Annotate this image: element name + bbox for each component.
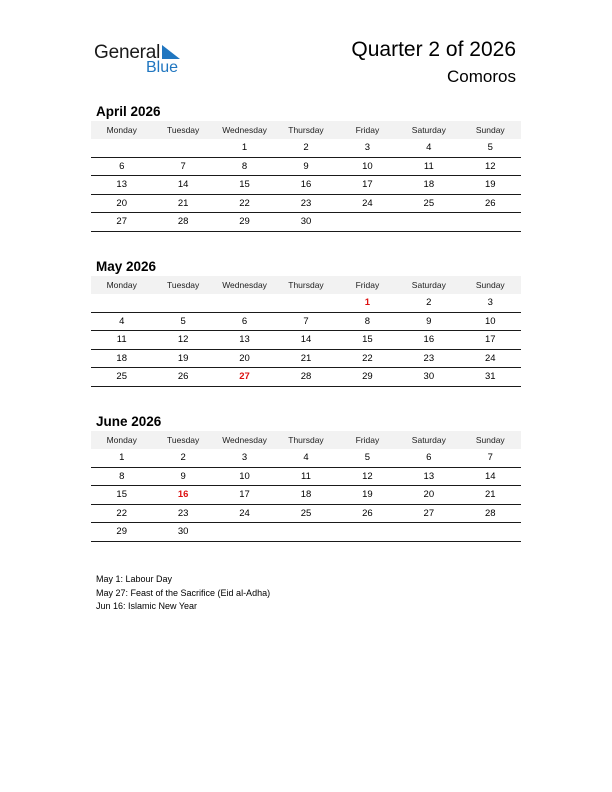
weekday-header-row	[91, 276, 521, 294]
day-cell: 9	[152, 467, 213, 486]
day-cell: 27	[398, 504, 459, 523]
day-cell: 26	[460, 194, 521, 213]
weekday-header-row	[91, 121, 521, 139]
week-row	[91, 449, 521, 467]
calendar-table	[91, 431, 521, 542]
weekday-header: Sunday	[460, 276, 521, 294]
weekday-header: Tuesday	[152, 276, 213, 294]
day-cell	[398, 523, 459, 542]
day-cell: 17	[337, 176, 398, 195]
day-cell: 22	[337, 349, 398, 368]
day-cell: 16	[398, 331, 459, 350]
day-cell: 14	[152, 176, 213, 195]
day-cell: 13	[398, 467, 459, 486]
calendar-table	[91, 121, 521, 232]
day-cell: 25	[91, 368, 152, 387]
day-cell: 20	[398, 486, 459, 505]
week-row	[91, 504, 521, 523]
day-cell: 4	[91, 312, 152, 331]
day-cell: 21	[152, 194, 213, 213]
day-cell: 21	[275, 349, 336, 368]
day-cell: 12	[337, 467, 398, 486]
day-cell: 16	[275, 176, 336, 195]
day-cell: 24	[337, 194, 398, 213]
weekday-header: Thursday	[275, 431, 336, 449]
day-cell: 24	[214, 504, 275, 523]
weekday-header: Wednesday	[214, 121, 275, 139]
day-cell: 8	[337, 312, 398, 331]
weekday-header: Thursday	[275, 276, 336, 294]
day-cell: 3	[460, 294, 521, 312]
weekday-header: Saturday	[398, 121, 459, 139]
day-cell: 10	[214, 467, 275, 486]
day-cell: 11	[91, 331, 152, 350]
day-cell: 16	[152, 486, 213, 505]
day-cell: 23	[398, 349, 459, 368]
weekday-header: Tuesday	[152, 121, 213, 139]
day-cell: 26	[337, 504, 398, 523]
day-cell: 14	[275, 331, 336, 350]
weekday-header: Tuesday	[152, 431, 213, 449]
day-cell: 11	[275, 467, 336, 486]
day-cell: 8	[214, 157, 275, 176]
week-row	[91, 368, 521, 387]
weekday-header: Friday	[337, 276, 398, 294]
week-row	[91, 331, 521, 350]
day-cell: 18	[91, 349, 152, 368]
day-cell: 13	[214, 331, 275, 350]
day-cell: 18	[398, 176, 459, 195]
day-cell: 29	[91, 523, 152, 542]
week-row	[91, 176, 521, 195]
day-cell: 13	[91, 176, 152, 195]
day-cell: 28	[152, 213, 213, 232]
weekday-header: Monday	[91, 121, 152, 139]
day-cell: 10	[337, 157, 398, 176]
day-cell: 20	[91, 194, 152, 213]
day-cell: 1	[214, 139, 275, 157]
day-cell: 15	[91, 486, 152, 505]
day-cell	[275, 523, 336, 542]
day-cell: 22	[214, 194, 275, 213]
day-cell: 19	[460, 176, 521, 195]
day-cell: 21	[460, 486, 521, 505]
day-cell: 7	[275, 312, 336, 331]
day-cell: 15	[214, 176, 275, 195]
week-row	[91, 139, 521, 157]
day-cell: 2	[398, 294, 459, 312]
day-cell: 5	[152, 312, 213, 331]
weekday-header: Friday	[337, 121, 398, 139]
day-cell: 12	[152, 331, 213, 350]
day-cell: 3	[214, 449, 275, 467]
week-row	[91, 349, 521, 368]
day-cell: 28	[275, 368, 336, 387]
weekday-header: Saturday	[398, 431, 459, 449]
country-name: Comoros	[447, 67, 516, 86]
month-title: May 2026	[96, 259, 157, 274]
day-cell: 17	[460, 331, 521, 350]
day-cell: 2	[152, 449, 213, 467]
holiday-note: May 27: Feast of the Sacrifice (Eid al-Adha)	[96, 587, 271, 598]
day-cell	[152, 294, 213, 312]
day-cell: 23	[152, 504, 213, 523]
day-cell	[460, 523, 521, 542]
day-cell: 20	[214, 349, 275, 368]
week-row	[91, 486, 521, 505]
day-cell	[337, 523, 398, 542]
day-cell: 1	[337, 294, 398, 312]
day-cell: 10	[460, 312, 521, 331]
weekday-header: Sunday	[460, 431, 521, 449]
day-cell: 23	[275, 194, 336, 213]
day-cell: 26	[152, 368, 213, 387]
day-cell: 14	[460, 467, 521, 486]
weekday-header: Sunday	[460, 121, 521, 139]
day-cell: 7	[152, 157, 213, 176]
day-cell: 9	[398, 312, 459, 331]
day-cell	[152, 139, 213, 157]
day-cell	[214, 523, 275, 542]
day-cell: 31	[460, 368, 521, 387]
day-cell	[398, 213, 459, 232]
calendar-table	[91, 276, 521, 387]
day-cell: 29	[214, 213, 275, 232]
day-cell: 8	[91, 467, 152, 486]
day-cell: 25	[275, 504, 336, 523]
month-title: April 2026	[96, 104, 161, 119]
generalblue-logo	[94, 42, 194, 82]
day-cell: 6	[214, 312, 275, 331]
day-cell: 25	[398, 194, 459, 213]
day-cell: 3	[337, 139, 398, 157]
day-cell	[91, 139, 152, 157]
day-cell: 22	[91, 504, 152, 523]
weekday-header: Monday	[91, 276, 152, 294]
day-cell	[91, 294, 152, 312]
holiday-note: Jun 16: Islamic New Year	[96, 601, 198, 611]
weekday-header: Thursday	[275, 121, 336, 139]
day-cell: 30	[398, 368, 459, 387]
weekday-header: Wednesday	[214, 276, 275, 294]
day-cell: 2	[275, 139, 336, 157]
weekday-header: Wednesday	[214, 431, 275, 449]
week-row	[91, 467, 521, 486]
day-cell: 29	[337, 368, 398, 387]
day-cell: 5	[460, 139, 521, 157]
day-cell: 6	[91, 157, 152, 176]
week-row	[91, 294, 521, 312]
weekday-header: Saturday	[398, 276, 459, 294]
logo-general-text: General	[94, 42, 161, 63]
day-cell: 24	[460, 349, 521, 368]
day-cell: 17	[214, 486, 275, 505]
day-cell	[460, 213, 521, 232]
day-cell: 28	[460, 504, 521, 523]
week-row	[91, 523, 521, 542]
weekday-header: Friday	[337, 431, 398, 449]
day-cell: 30	[275, 213, 336, 232]
month-april	[91, 103, 521, 232]
day-cell: 18	[275, 486, 336, 505]
holiday-notes	[96, 573, 270, 614]
logo-blue-text: Blue	[146, 59, 179, 76]
month-june	[91, 413, 521, 542]
day-cell: 19	[152, 349, 213, 368]
day-cell: 11	[398, 157, 459, 176]
weekday-header: Monday	[91, 431, 152, 449]
day-cell: 30	[152, 523, 213, 542]
day-cell: 6	[398, 449, 459, 467]
weekday-header-row	[91, 431, 521, 449]
day-cell: 15	[337, 331, 398, 350]
day-cell: 5	[337, 449, 398, 467]
day-cell	[275, 294, 336, 312]
day-cell: 19	[337, 486, 398, 505]
day-cell: 12	[460, 157, 521, 176]
day-cell: 4	[398, 139, 459, 157]
month-title: June 2026	[96, 414, 162, 429]
day-cell: 1	[91, 449, 152, 467]
day-cell	[214, 294, 275, 312]
day-cell: 27	[91, 213, 152, 232]
day-cell: 27	[214, 368, 275, 387]
week-row	[91, 312, 521, 331]
holiday-note: May 1: Labour Day	[96, 574, 173, 584]
day-cell: 4	[275, 449, 336, 467]
page-title: Quarter 2 of 2026	[351, 38, 516, 61]
day-cell	[337, 213, 398, 232]
day-cell: 9	[275, 157, 336, 176]
week-row	[91, 157, 521, 176]
week-row	[91, 213, 521, 232]
week-row	[91, 194, 521, 213]
day-cell: 7	[460, 449, 521, 467]
month-may	[91, 258, 521, 387]
